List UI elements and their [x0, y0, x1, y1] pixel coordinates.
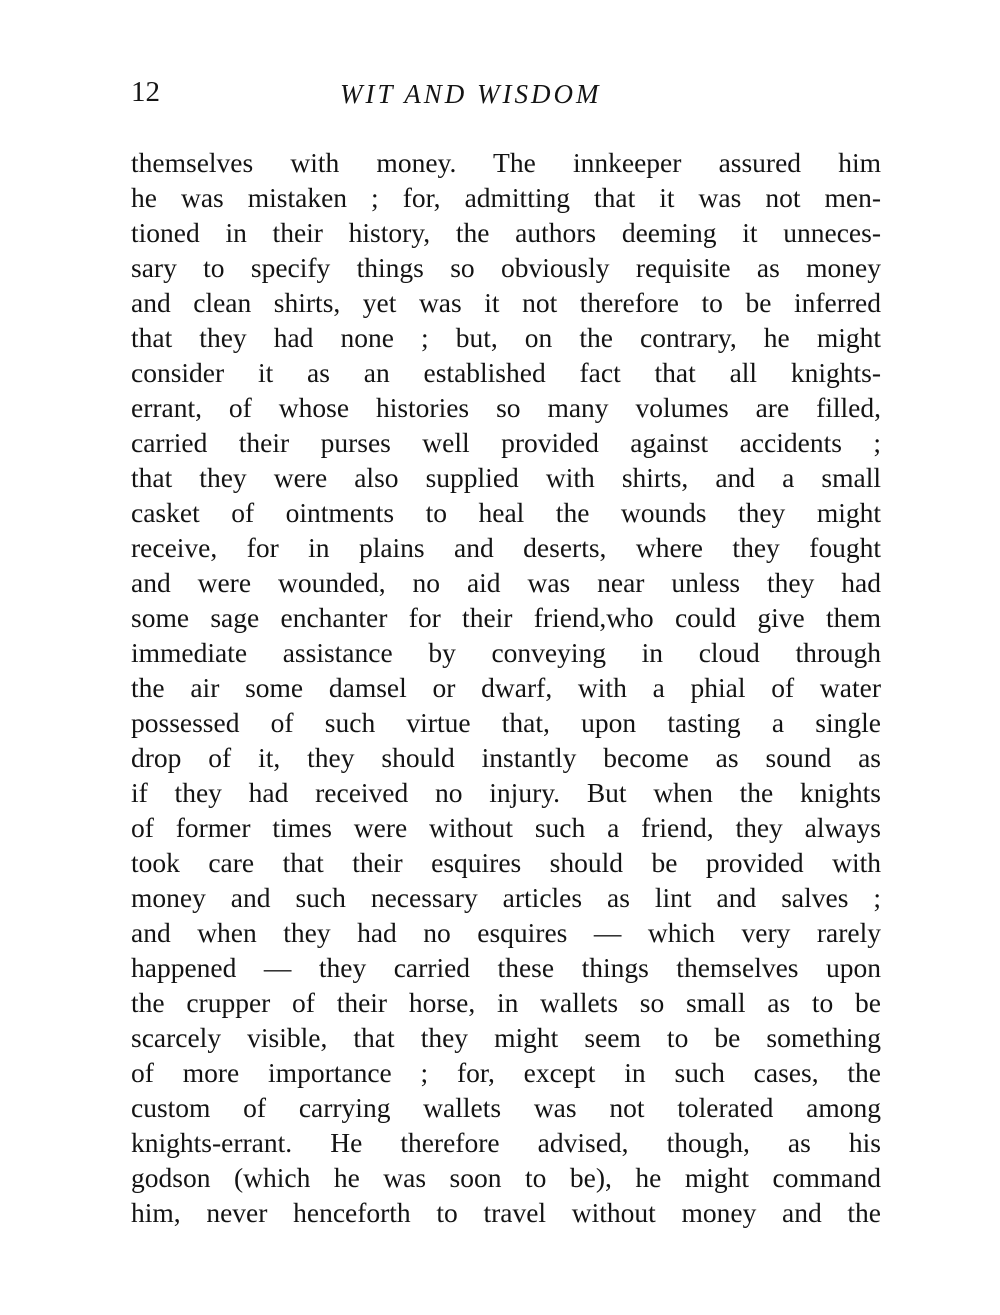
text-line: and were wounded, no aid was near unless they had	[131, 567, 881, 598]
text-line: themselves with money. The innkeeper assured him	[131, 147, 881, 178]
text-line: immediate assistance by conveying in cloud through	[131, 637, 881, 668]
text-line: him, never henceforth to travel without money and the	[131, 1197, 881, 1228]
text-line: he was mistaken ; for, admitting that it was not men-	[131, 182, 881, 213]
text-line: casket of ointments to heal the wounds they might	[131, 497, 881, 528]
text-line: of former times were without such a friend, they always	[131, 812, 881, 843]
running-head: WIT AND WISDOM	[340, 79, 602, 109]
text-line: money and such necessary articles as lint and salves ;	[131, 882, 881, 913]
text-line: that they had none ; but, on the contrary, he might	[131, 322, 881, 353]
text-line: took care that their esquires should be provided with	[131, 847, 881, 878]
text-line: the crupper of their horse, in wallets so small as to be	[131, 987, 881, 1018]
text-line: that they were also supplied with shirts, and a small	[131, 462, 881, 493]
body-text	[131, 145, 881, 1230]
text-line: of more importance ; for, except in such cases, the	[131, 1057, 881, 1088]
text-line: receive, for in plains and deserts, where they fought	[131, 532, 881, 563]
text-line: scarcely visible, that they might seem to be something	[131, 1022, 881, 1053]
text-line: godson (which he was soon to be), he might command	[131, 1162, 881, 1193]
text-line: errant, of whose histories so many volumes are filled,	[131, 392, 881, 423]
text-line: and clean shirts, yet was it not therefore to be inferred	[131, 287, 881, 318]
text-line: if they had received no injury. But when the knights	[131, 777, 881, 808]
text-line: drop of it, they should instantly become as sound as	[131, 742, 881, 773]
text-line: sary to specify things so obviously requisite as money	[131, 252, 881, 283]
text-line: the air some damsel or dwarf, with a phial of water	[131, 672, 881, 703]
text-line: tioned in their history, the authors deeming it unneces-	[131, 217, 881, 248]
text-line: possessed of such virtue that, upon tasting a single	[131, 707, 881, 738]
text-line: and when they had no esquires — which very rarely	[131, 917, 881, 948]
text-line: consider it as an established fact that all knights-	[131, 357, 881, 388]
text-line: carried their purses well provided against accidents ;	[131, 427, 881, 458]
text-line: happened — they carried these things themselves upon	[131, 952, 881, 983]
page-number: 12	[131, 76, 160, 108]
text-line: custom of carrying wallets was not tolerated among	[131, 1092, 881, 1123]
text-line: some sage enchanter for their friend,who could give them	[131, 602, 881, 633]
text-line: knights-errant. He therefore advised, though, as his	[131, 1127, 881, 1158]
